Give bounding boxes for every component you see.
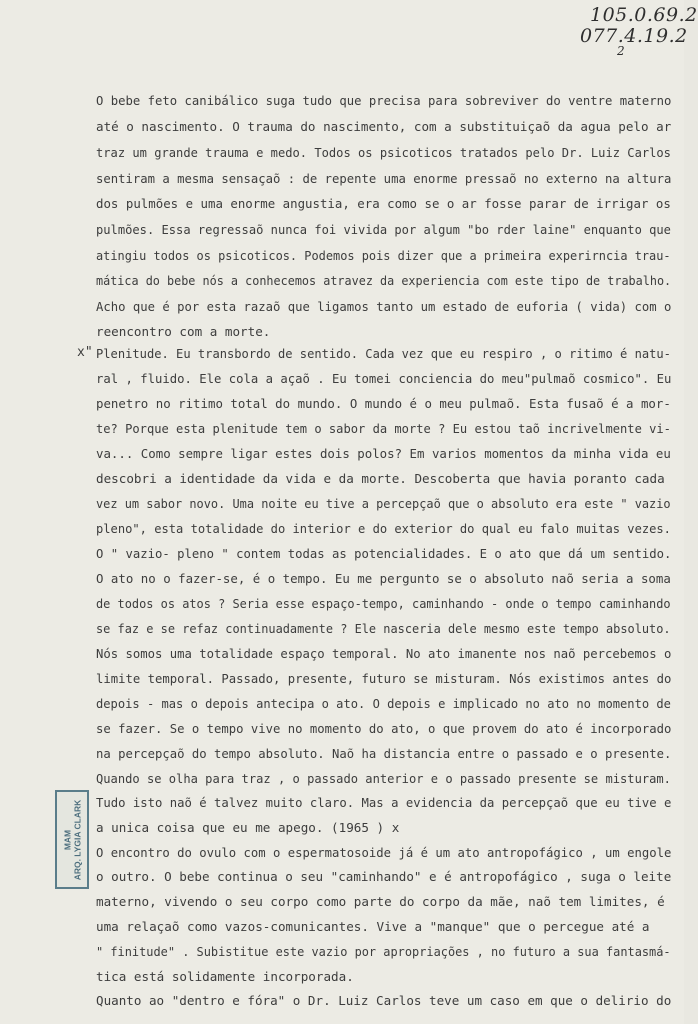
text-line: mática do bebe nós a conhecemos atravez da experiencia com este tipo de trabalho. [96,273,672,288]
text-line: na percepçaõ do tempo absoluto. Naõ ha distancia entre o passado e o presente. [96,746,672,761]
text-line: Plenitude. Eu transbordo de sentido. Cada vez que eu respiro , o ritimo é natu- [96,346,671,361]
text-line: O ato no o fazer-se, é o tempo. Eu me pergunto se o absoluto naõ seria a soma [96,571,671,586]
text-line: tica está solidamente incorporada. [96,969,354,984]
text-line: Quando se olha para traz , o passado anterior e o passado presente se misturam. [96,771,671,786]
text-line: de todos os atos ? Seria esse espaço-tempo, caminhando - onde o tempo caminhando [96,596,671,611]
text-line: Acho que é por esta razaõ que ligamos tanto um estado de euforia ( vida) com o [96,299,672,314]
text-line: O " vazio- pleno " contem todas as potencialidades. E o ato que dá um sentido. [96,546,672,561]
text-line: até o nascimento. O trauma do nascimento, com a substituiçaõ da agua pelo ar [96,119,672,134]
text-line: vez um sabor novo. Uma noite eu tive a percepçaõ que o absoluto era este " vazio [96,496,671,511]
text-line: atingiu todos os psicoticos. Podemos pois dizer que a primeira experirncia trau- [96,248,671,263]
text-line: pleno", esta totalidade do interior e do exterior do qual eu falo muitas vezes. [96,521,671,536]
archive-number-2: 077.4.19.2 [580,25,688,47]
text-line: materno, vivendo o seu corpo como parte do corpo da mãe, naõ tem limites, é [96,894,665,909]
text-line: penetro no ritimo total do mundo. O mundo é o meu pulmaõ. Esta fusaõ é a mor- [96,396,671,411]
text-line: pulmões. Essa regressaõ nunca foi vivida por algum "bo rder laine" enquanto que [96,222,671,237]
text-line: Quanto ao "dentro e fóra" o Dr. Luiz Carlos teve um caso em que o delirio do [96,993,672,1008]
archive-stamp [55,790,89,889]
text-line: uma relaçaõ como vazos-comunicantes. Vive a "manque" que o percegue até a [96,919,650,934]
text-line: descobri a identidade da vida e da morte. Descoberta que havia poranto cada [96,471,665,486]
text-line: depois - mas o depois antecipa o ato. O depois e implicado no ato no momento de [96,696,671,711]
text-line: dos pulmões e uma enorme angustia, era como se o ar fosse parar de irrigar os [96,196,671,211]
margin-mark: x" [77,345,93,360]
text-line: Nós somos uma totalidade espaço temporal. No ato imanente nos naõ percebemos o [96,646,672,661]
text-line: ral , fluido. Ele cola a açaõ . Eu tomei conciencia do meu"pulmaõ cosmico". Eu [96,371,672,386]
text-line: limite temporal. Passado, presente, futuro se misturam. Nós existimos antes do [96,671,672,686]
text-line: se faz e se refaz continuadamente ? Ele nasceria dele mesmo este tempo absoluto. [96,621,671,636]
text-line: o outro. O bebe continua o seu "caminhando" e é antropofágico , suga o leite [96,869,672,884]
stamp-line-1: MAM [62,829,73,850]
stamp-line-2: ARQ. LYGIA CLARK [72,799,83,880]
text-line: te? Porque esta plenitude tem o sabor da morte ? Eu estou taõ incrivelmente vi- [96,421,671,436]
text-line: se fazer. Se o tempo vive no momento do ato, o que provem do ato é incorporado [96,721,672,736]
page-number: 2 [617,44,626,58]
text-line: sentiram a mesma sensaçaõ : de repente uma enorme pressaõ no externo na altura [96,171,672,186]
text-line: O bebe feto canibálico suga tudo que precisa para sobreviver do ventre materno [96,93,672,108]
text-line: Tudo isto naõ é talvez muito claro. Mas a evidencia da percepçaõ que eu tive e [96,795,672,810]
text-line: " finitude" . Subistitue este vazio por apropriações , no futuro a sua fantasmá- [96,944,671,959]
archive-number-1: 105.0.69.2 [590,4,698,26]
text-line: O encontro do ovulo com o espermatosoide já é um ato antropofágico , um engole [96,845,672,860]
text-line: reencontro com a morte. [96,324,271,339]
text-line: a unica coisa que eu me apego. (1965 ) x [96,820,400,835]
text-line: traz um grande trauma e medo. Todos os psicoticos tratados pelo Dr. Luiz Carlos [96,145,671,160]
text-line: va... Como sempre ligar estes dois polos? Em varios momentos da minha vida eu [96,446,671,461]
